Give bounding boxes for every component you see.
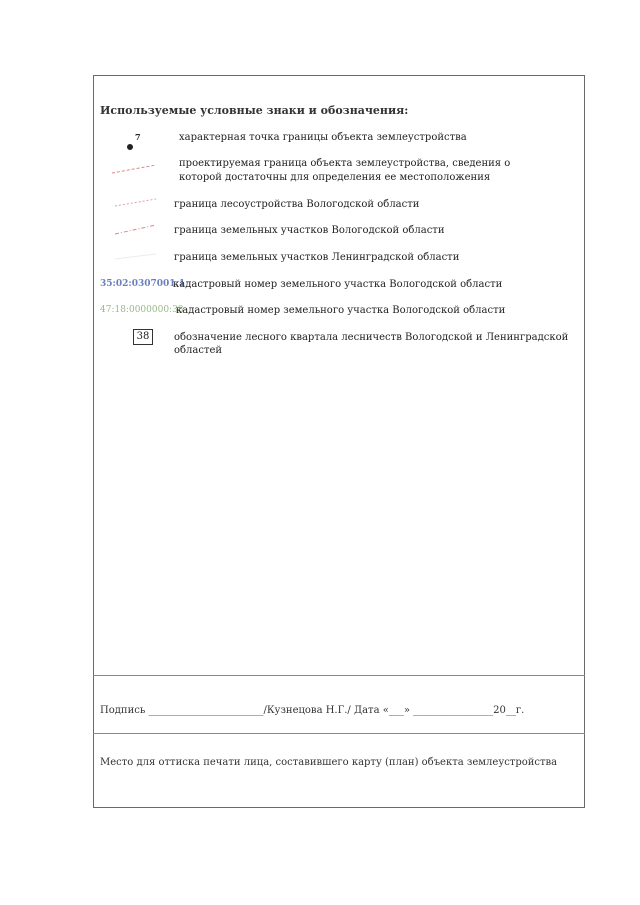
forest-boundary-line-icon (113, 196, 158, 208)
leningrad-parcel-line-icon (113, 251, 158, 261)
boundary-point-icon (127, 144, 133, 150)
projected-boundary-line-icon (110, 161, 158, 175)
forest-quarter-box: 38 (133, 329, 153, 345)
legend-item-projected-text-2: которой достаточны для определения ее местоположения (179, 172, 491, 183)
legend-item-leningrad-text: граница земельных участков Ленинградской области (174, 252, 460, 263)
vologda-parcel-line-icon (113, 222, 158, 236)
footer-top-divider (93, 675, 585, 676)
legend-item-quarter-text-1: обозначение лесного квартала лесничеств Вологодской и Ленинградской (174, 332, 569, 343)
page-frame (93, 75, 585, 808)
legend-item-cadastral-leningrad-text: кадастровый номер земельного участка Вологодской области (176, 305, 506, 316)
point-number-label: 7 (135, 132, 141, 142)
legend-item-forest-text: граница лесоустройства Вологодской области (174, 199, 420, 210)
legend-title: Используемые условные знаки и обозначения: (100, 104, 409, 117)
legend-item-projected-text-1: проектируемая граница объекта землеустройства, сведения о (179, 158, 511, 169)
cadastral-number-leningrad: 47:18:0000000:38 (100, 305, 184, 315)
stamp-place-text: Место для оттиска печати лица, составившего карту (план) объекта землеустройства (100, 757, 558, 768)
legend-item-point-text: характерная точка границы объекта землеустройства (179, 132, 467, 143)
legend-item-quarter-text-2: областей (174, 345, 223, 356)
signature-line: Подпись _______________________/Кузнецова Н.Г./ Дата «___» ________________20__г. (100, 705, 525, 716)
legend-item-vologda-text: граница земельных участков Вологодской области (174, 225, 445, 236)
legend-item-cadastral-vologda-text: кадастровый номер земельного участка Вологодской области (173, 279, 503, 290)
cadastral-number-vologda: 35:02:0307001:1 (100, 279, 186, 289)
footer-middle-divider (93, 733, 585, 734)
